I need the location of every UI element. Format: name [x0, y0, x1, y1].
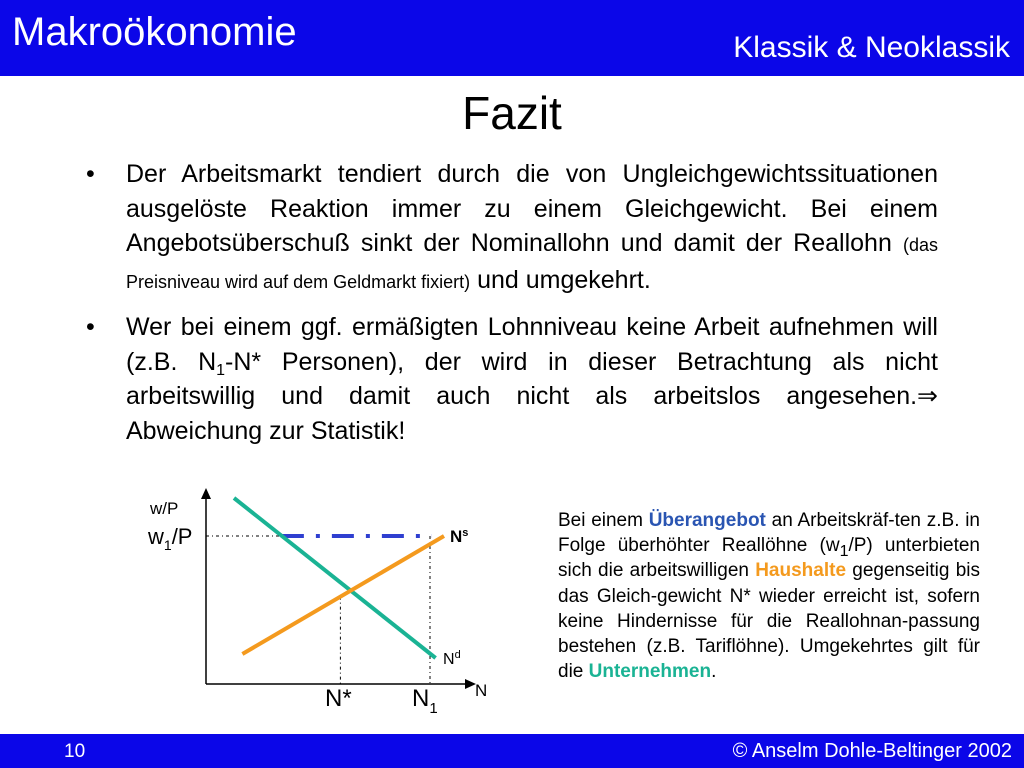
bullet-2-pre: Wer bei einem ggf. ermäßigten Lohnniveau keine Arbeit aufnehmen will (z.B. N — [126, 313, 938, 376]
note-text-4: gegenseitig bis das Gleich-gewicht N* wieder erreicht ist, sofern keine Hindernisse für die Reallohnan-passung bestehen (z.B. Tariflöhne). Umgekehrtes gilt für die — [558, 560, 980, 683]
footer-bar — [0, 734, 1024, 768]
note-text-1: Bei einem — [558, 510, 649, 531]
nstar-label: N* — [325, 685, 352, 712]
demand-curve-nd — [234, 498, 436, 658]
bullet-2-mid: -N* Personen), der wird in dieser Betrachtung als nicht arbeitswillig und damit auch nicht als arbeitslos angesehen. — [126, 347, 938, 410]
note-text-3: /P) unterbieten sich die arbeitswilligen — [558, 535, 980, 582]
course-title: Makroökonomie — [12, 10, 297, 54]
note-text-5: . — [711, 661, 717, 683]
y-axis-label: w/P — [150, 499, 179, 518]
ns-label: $N^s$ — [450, 527, 469, 546]
keyword-unternehmen: Unternehmen — [588, 661, 712, 683]
bullet-2-sub: 1 — [216, 361, 226, 379]
nd-label: $N^d$ — [443, 649, 461, 668]
page-number: 10 — [64, 741, 86, 762]
bullet-1-tail: und umgekehrt. — [470, 265, 651, 294]
keyword-ueberangebot: Überangebot — [648, 510, 766, 531]
labor-market-chart — [100, 480, 520, 720]
explanation-note — [558, 508, 980, 684]
bullet-1-text: Der Arbeitsmarkt tendiert durch die von Ungleichgewichtssituationen ausgelöste Reaktion immer zu einem Gleichgewicht. Bei einem Angebotsüberschuß sinkt der Nominallohn und damit der Reallohn — [126, 160, 938, 257]
supply-curve-ns — [242, 536, 444, 654]
bullet-item-2 — [86, 310, 938, 448]
x-axis-label: N — [475, 681, 488, 700]
slide-title: Fazit — [462, 87, 562, 139]
note-sub: 1 — [839, 543, 849, 561]
bullet-list — [86, 157, 938, 459]
implies-arrow-icon: ⇒ — [917, 382, 938, 410]
bullet-dot: • — [86, 160, 95, 188]
bullet-2-post: Abweichung zur Statistik! — [126, 416, 406, 445]
bullet-1-note: (das Preisniveau wird auf dem Geldmarkt fixiert) — [126, 235, 938, 292]
header-bar — [0, 0, 1024, 76]
n1-label: $N_1$ — [412, 685, 438, 717]
topic-title: Klassik & Neoklassik — [733, 31, 1010, 64]
bullet-item-1 — [86, 157, 938, 299]
keyword-haushalte: Haushalte — [755, 560, 847, 582]
bullet-dot: • — [86, 313, 95, 341]
w1-label: $w_1/P$ — [148, 524, 193, 553]
copyright: © Anselm Dohle-Beltinger 2002 — [732, 740, 1012, 762]
y-axis-arrow-icon — [201, 488, 211, 499]
note-text-2: an Arbeitskräf-ten z.B. in Folge überhöhter Reallöhne (w — [558, 510, 980, 557]
